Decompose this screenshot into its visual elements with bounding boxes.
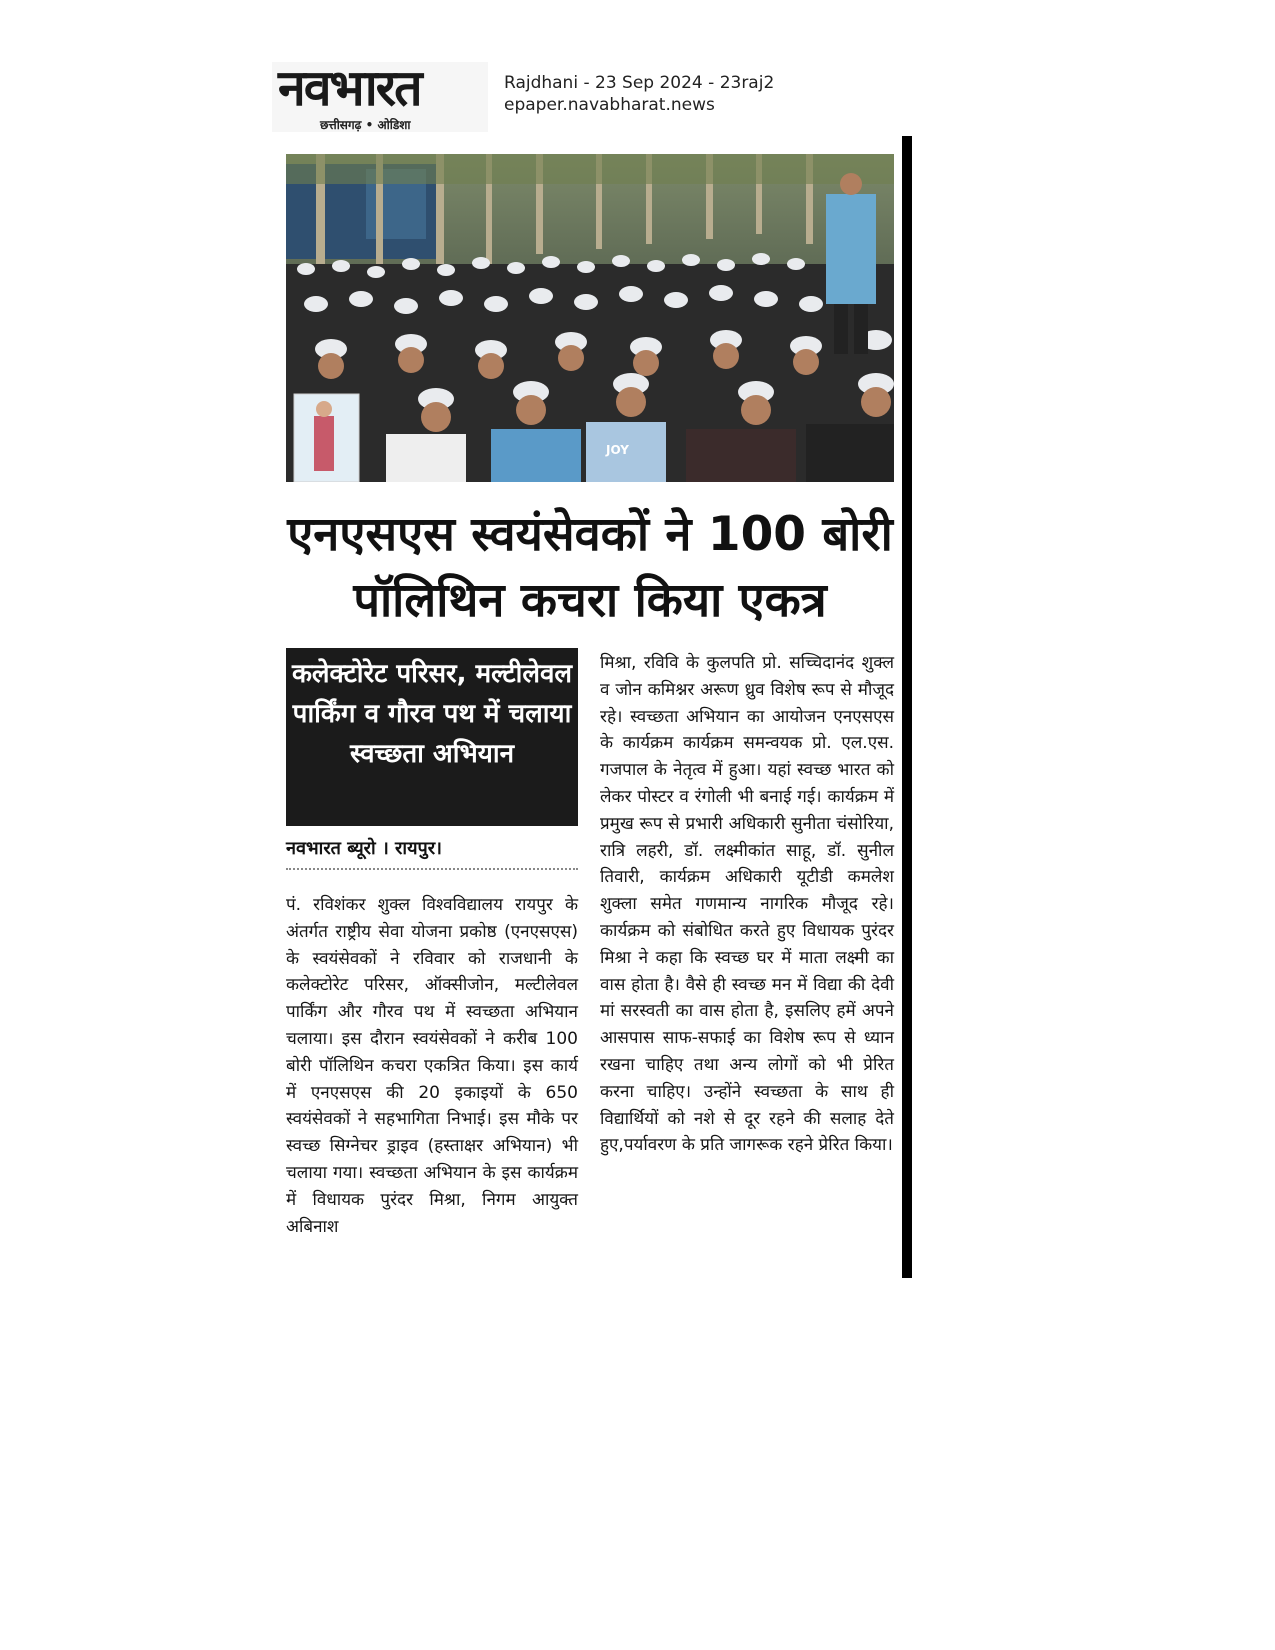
headline-line-2: पॉलिथिन कचरा किया एकत्र <box>353 573 827 628</box>
subheadline-box: कलेक्टोरेट परिसर, मल्टीलेवल पार्किंग व गौरव पथ में चलाया स्वच्छता अभियान <box>286 648 578 826</box>
article-column-right: मिश्रा, रविवि के कुलपति प्रो. सच्चिदानंद शुक्ल व जोन कमिश्नर अरूण ध्रुव विशेष रूप से मौजूद रहे। स्वच्छता अभियान का आयोजन एनएसएस के कार्यक्रम कार्यक्रम समन्वयक प्रो. एल.एस. गजपाल के नेतृत्व में हुआ। यहां स्वच्छ भारत को लेकर पोस्टर व रंगोली भी बनाई गई। कार्यक्रम में प्रमुख रूप से प्रभारी अधिकारी सुनीता चंसोरिया, रात्रि लहरी, डॉ. लक्ष्मीकांत साहू, डॉ. सुनील तिवारी, कार्यक्रम अधिकारी यूटीडी कमलेश शुक्ला समेत गणमान्य नागरिक मौजूद रहे। कार्यक्रम को संबोधित करते हुए विधायक पुरंदर मिश्रा ने कहा कि स्वच्छ घर में माता लक्ष्मी का वास होता है। वैसे ही स्वच्छ मन में विद्या की देवी मां सरस्वती का वास होता है, इसलिए हमें अपने आसपास साफ-सफाई का विशेष रूप से ध्यान रखना चाहिए तथा अन्य लोगों को भी प्रेरित करना चाहिए। उन्होंने स्वच्छता के साथ ही विद्यार्थियों को नशे से दूर रहने की सलाह देते हुए,पर्यावरण के प्रति जागरूक रहने प्रेरित किया। <box>600 653 894 1156</box>
logo-text: नवभारत <box>278 59 421 117</box>
headline <box>280 502 900 634</box>
edition-date: Rajdhani - 23 Sep 2024 - 23raj2 <box>504 73 775 93</box>
article-column-left: पं. रविशंकर शुक्ल विश्वविद्यालय रायपुर के अंतर्गत राष्ट्रीय सेवा योजना प्रकोष्ठ (एनएसएस) के स्वयंसेवकों ने रविवार को राजधानी के कलेक्टोरेट परिसर, ऑक्सीजोन, मल्टीलेवल पार्किंग और गौरव पथ में स्वच्छता अभियान चलाया। इस दौरान स्वयंसेवकों ने करीब 100 बोरी पॉलिथिन कचरा एकत्रित किया। इस कार्य में एनएसएस की 20 इकाइयों के 650 स्वयंसेवकों ने सहभागिता निभाई। इस मौके पर स्वच्छ सिग्नेचर ड्राइव (हस्ताक्षर अभियान) भी चलाया गया। स्वच्छता अभियान के इस कार्यक्रम में विधायक पुरंदर मिश्रा, निगम आयुक्त अबिनाश <box>286 895 578 1237</box>
masthead <box>272 59 792 134</box>
headline-line-1: एनएसएस स्वयंसेवकों ने 100 बोरी <box>287 507 893 562</box>
edition-info <box>504 72 774 116</box>
epaper-url: epaper.navabharat.news <box>504 95 715 115</box>
news-photo <box>286 154 894 482</box>
logo-subtitle: छत्तीसगढ़ • ओडिशा <box>320 118 411 132</box>
shirt-text: JOY <box>606 443 629 457</box>
byline: नवभारत ब्यूरो । रायपुर। <box>286 836 578 870</box>
column-rule <box>902 136 912 1278</box>
crowd-photo-illustration <box>286 154 894 482</box>
newspaper-logo <box>272 59 488 132</box>
